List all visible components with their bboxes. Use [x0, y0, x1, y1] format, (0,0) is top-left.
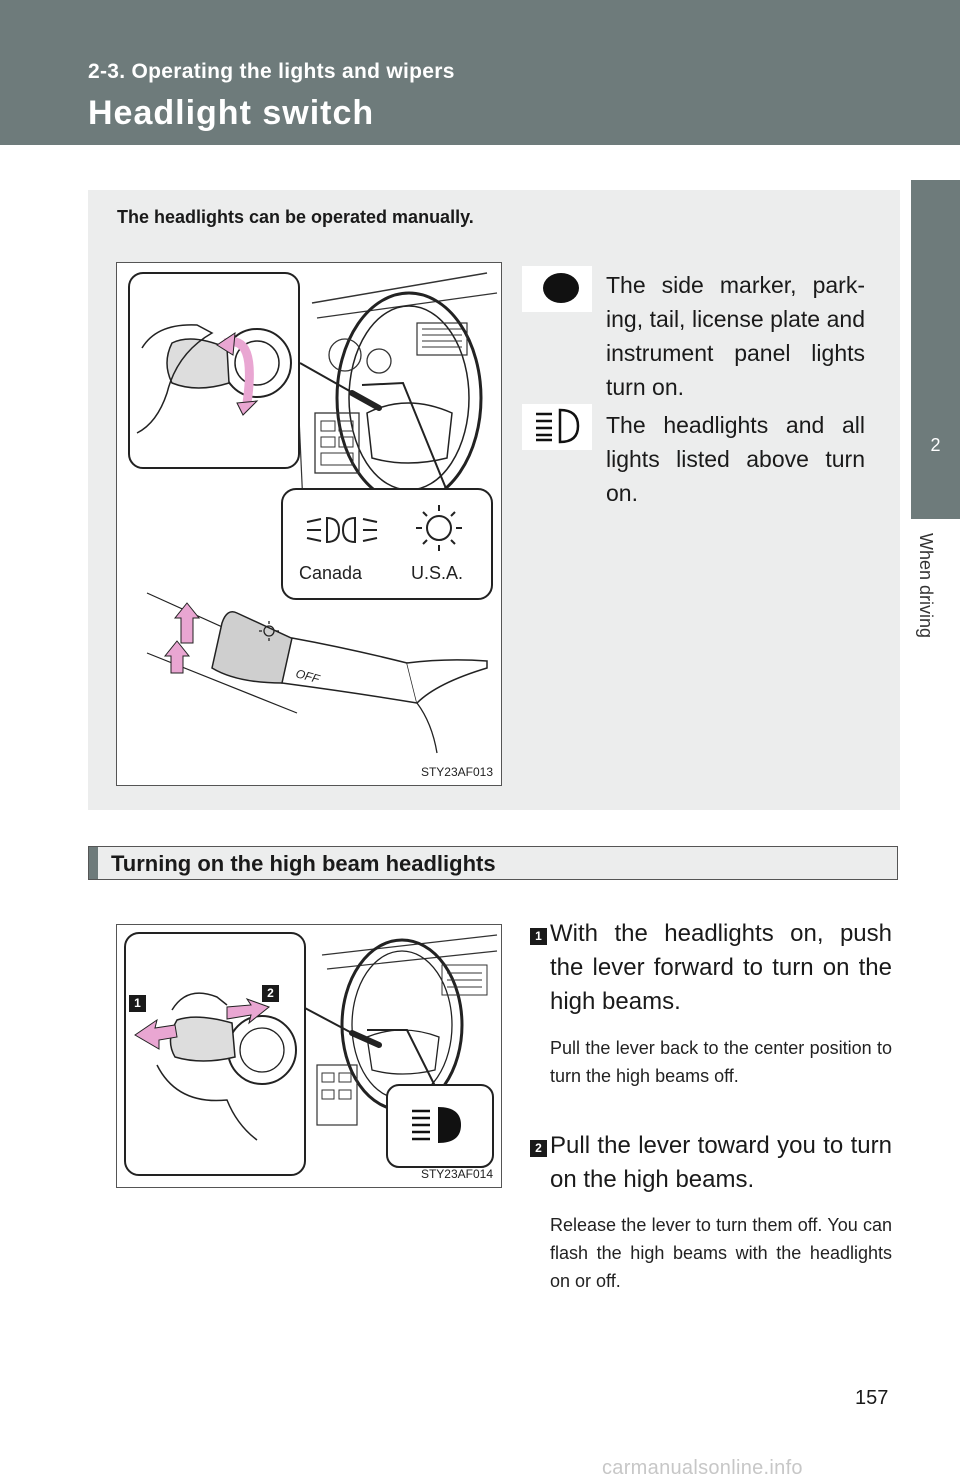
- chapter-number: 2: [930, 435, 941, 455]
- step-2-note: Release the lever to turn them off. You can flash the high beams with the headlights on or off.: [550, 1215, 892, 1291]
- headlight-switch-illustration: [116, 262, 502, 786]
- headlights-icon-cell: [522, 404, 592, 450]
- step-2-marker: 2: [530, 1140, 547, 1157]
- step-1-note: Pull the lever back to the center position to turn the high beams off.: [550, 1038, 892, 1086]
- step-1-marker: 1: [530, 928, 547, 945]
- parking-lights-icon-cell: [522, 266, 592, 312]
- high-beam-heading-text: Turning on the high beam headlights: [111, 851, 496, 876]
- headlights-description: The headlights and all lights listed above turn on.: [606, 412, 865, 506]
- watermark: carmanualsonline.info: [602, 1457, 803, 1479]
- headlight-switch-drawing: [117, 263, 501, 785]
- step-1-text: With the headlights on, push the lever forward to turn on the high beams.: [550, 920, 892, 1015]
- high-beam-drawing: [117, 925, 501, 1187]
- parking-lights-icon: [522, 266, 592, 312]
- figure-code: STY23AF013: [420, 765, 493, 779]
- heading-bar: [89, 847, 98, 879]
- chapter-tab[interactable]: [911, 180, 960, 519]
- chapter-label: [916, 533, 951, 658]
- figure-step-1-marker: 1: [129, 995, 146, 1012]
- step-2-text: Pull the lever toward you to turn on the high beams.: [550, 1132, 892, 1193]
- high-beam-heading: [88, 846, 898, 880]
- chapter-label-text: When driving: [916, 533, 936, 639]
- parking-lights-description: The side marker, park- ing, tail, license plate and instrument panel lights turn on.: [606, 272, 865, 400]
- canada-caption: Canada: [299, 563, 363, 583]
- section-label: 2-3. Operating the lights and wipers: [88, 60, 455, 83]
- lever-off-label: OFF: [294, 666, 322, 687]
- headlights-icon: [522, 404, 592, 450]
- page-number: 157: [855, 1387, 889, 1409]
- figure2-code: STY23AF014: [420, 1167, 493, 1181]
- high-beam-illustration: [116, 924, 502, 1188]
- page-title: Headlight switch: [88, 94, 375, 132]
- page-header: [0, 0, 960, 145]
- usa-caption: U.S.A.: [411, 563, 464, 583]
- intro-text: The headlights can be operated manually.: [117, 207, 474, 227]
- figure-step-2-marker: 2: [262, 985, 279, 1002]
